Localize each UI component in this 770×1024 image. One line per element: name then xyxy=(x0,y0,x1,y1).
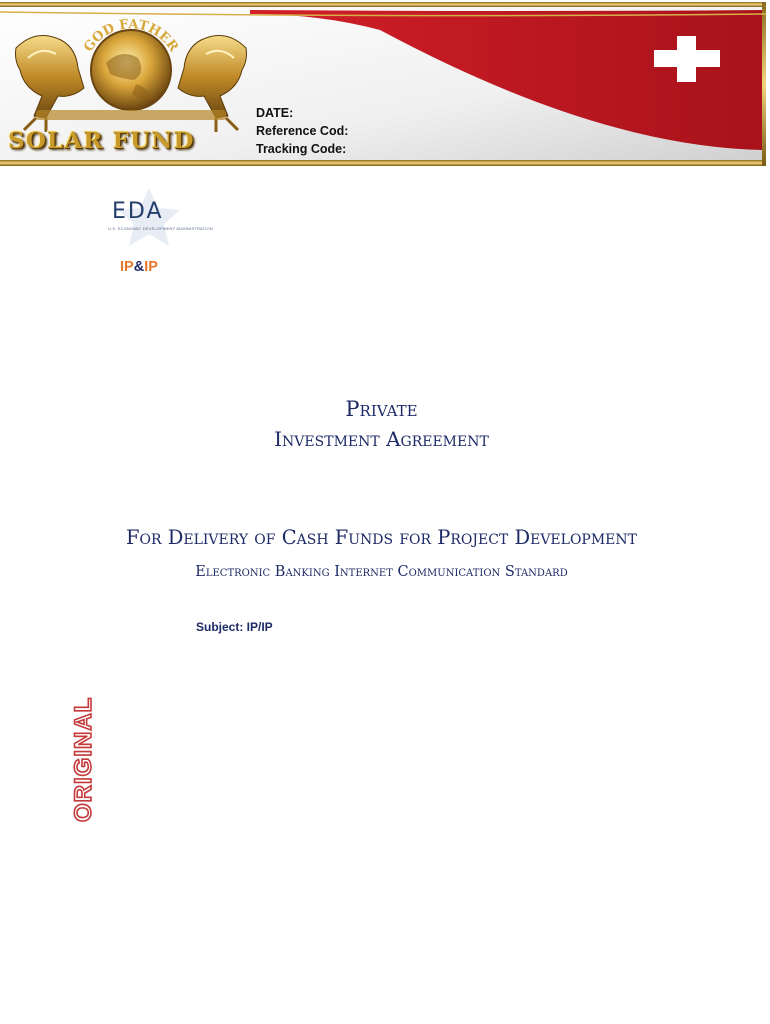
eda-wordmark: EDA xyxy=(112,199,164,224)
header-banner xyxy=(0,0,770,168)
tracking-code-label: Tracking Code: xyxy=(256,142,347,156)
original-stamp: ORIGINAL xyxy=(70,696,97,822)
subject-line: Subject: IP/IP xyxy=(196,620,273,634)
ipip-part2: IP xyxy=(144,259,158,275)
date-label: DATE: xyxy=(256,106,294,120)
logo-arc-text: GOD FATHER xyxy=(81,18,181,55)
reference-code-label: Reference Cod: xyxy=(256,124,349,138)
ipip-part1: IP xyxy=(120,259,134,275)
document-subheading: Electronic Banking Internet Communication Standard xyxy=(195,564,568,580)
solar-fund-wordmark: SOLAR FUND xyxy=(8,128,195,154)
title-line-1: Private xyxy=(345,397,418,421)
eda-subtitle: U.S. ECONOMIC DEVELOPMENT ADMINISTRATION xyxy=(108,226,213,231)
title-line-2: Investment Agreement xyxy=(274,427,489,451)
ipip-ampersand: & xyxy=(133,259,145,275)
swiss-cross-icon xyxy=(652,36,722,82)
eda-logo xyxy=(104,186,213,248)
ipip-label xyxy=(120,259,158,275)
document-meta xyxy=(256,104,348,158)
document-heading: For Delivery of Cash Funds for Project Development xyxy=(126,526,637,549)
